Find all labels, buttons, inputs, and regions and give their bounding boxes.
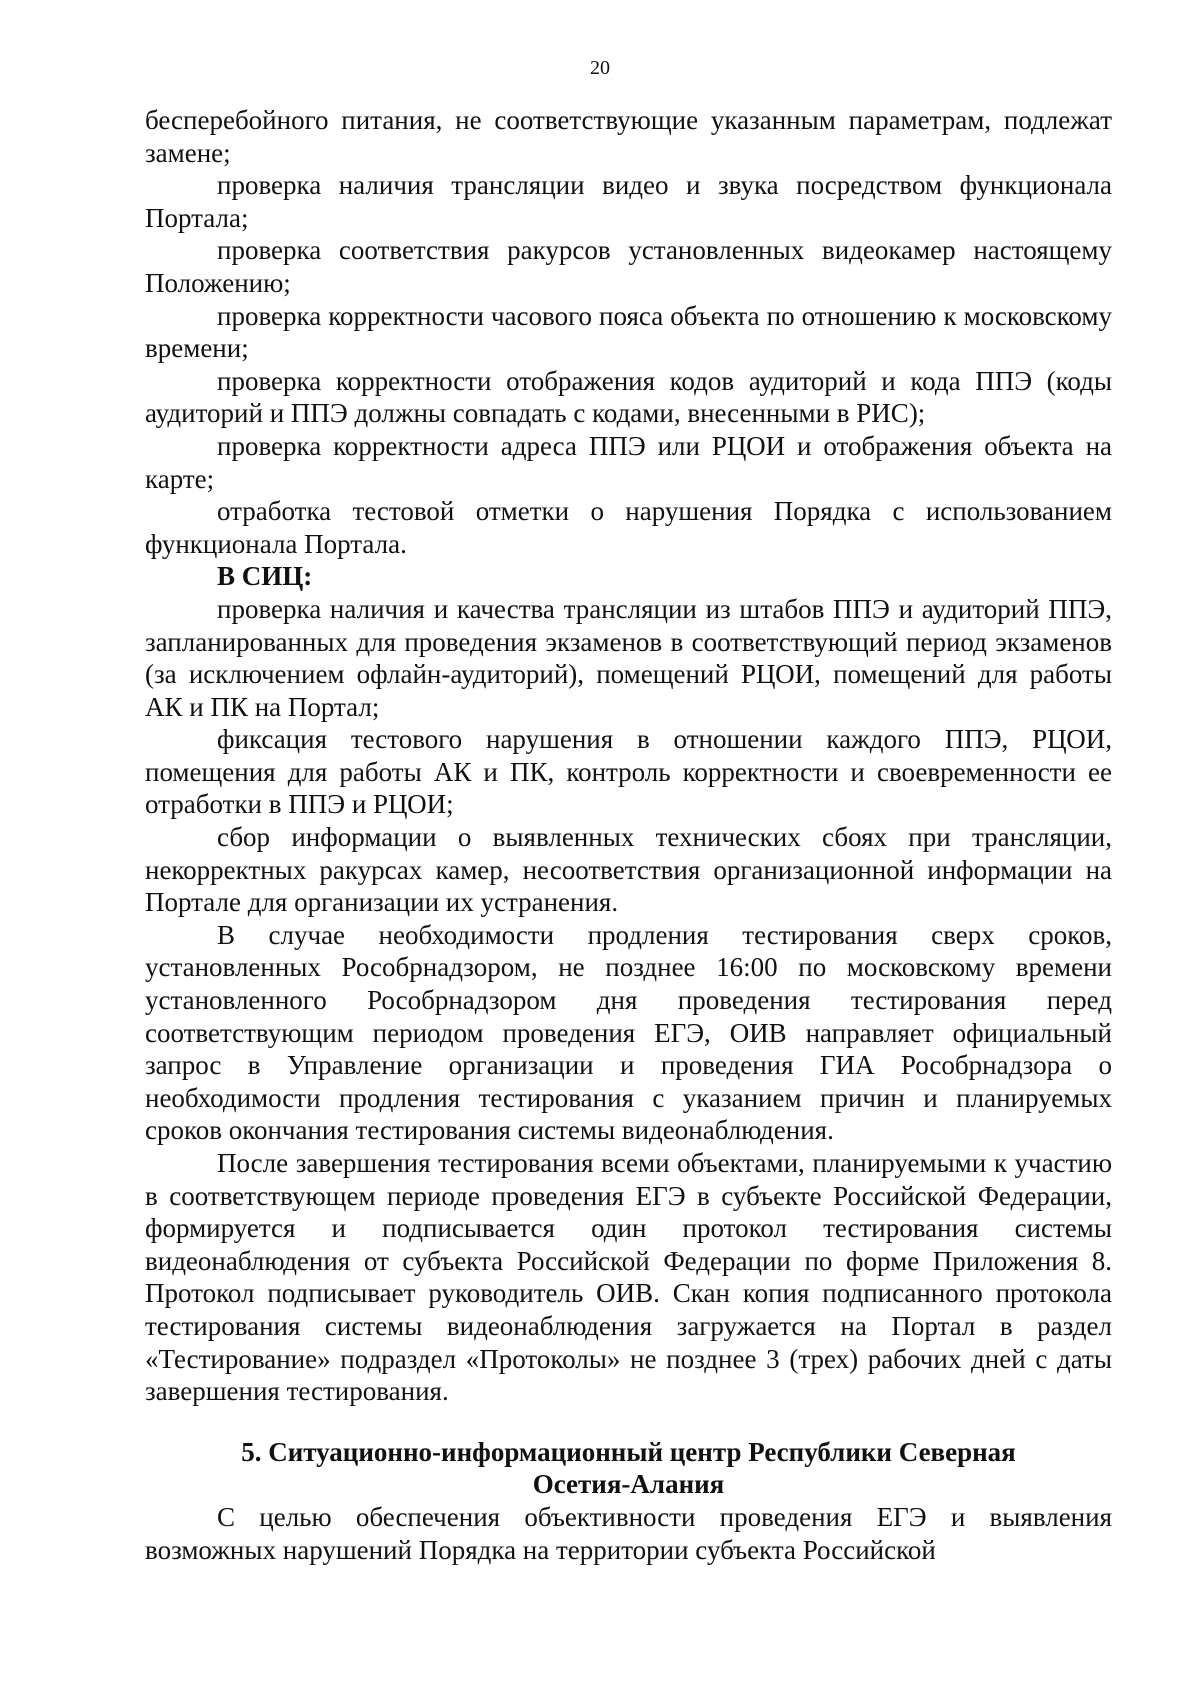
subheading-sic: В СИЦ: — [217, 561, 313, 592]
list-item-video-audio-check: проверка наличия трансляции видео и звука посредством функционала Портала; — [145, 170, 1112, 233]
section-heading-line-1: 5. Ситуационно-информационный центр Республики Северная — [241, 1436, 1016, 1467]
paragraph-testing-extension: В случае необходимости продления тестирования сверх сроков, установленных Рособрнадзором, не позднее 16:00 по московскому времени установленного Рособрнадзором дня проведения тестирования перед соответствующим периодом проведения ЕГЭ, ОИВ направляет официальный запрос в Управление организации и проведения ГИА Рособрнадзора о необходимости продления тестирования с указанием причин и планируемых сроков окончания тестирования системы видеонаблюдения. — [145, 919, 1112, 1146]
list-item-failure-info-collection: сбор информации о выявленных технических сбоях при трансляции, некорректных ракурсах камер, несоответствия организационной информации на Портале для организации их устранения. — [145, 822, 1112, 918]
list-item-broadcast-quality-check: проверка наличия и качества трансляции из штабов ППЭ и аудиторий ППЭ, запланированных для проведения экзаменов в соответствующий период экзаменов (за исключением офлайн-аудиторий), помещений РЦОИ, помещений для работы АК и ПК на Портал; — [145, 593, 1112, 722]
list-item-camera-angles-check: проверка соответствия ракурсов установленных видеокамер настоящему Положению; — [145, 235, 1112, 298]
list-item-test-violation-mark: отработка тестовой отметки о нарушения Порядка с использованием функционала Портала. — [145, 496, 1112, 559]
section-heading — [145, 1436, 1112, 1501]
document-body — [145, 104, 1112, 1566]
list-item-room-codes-check: проверка корректности отображения кодов аудиторий и кода ППЭ (коды аудиторий и ППЭ должны совпадать с кодами, внесенными в РИС); — [145, 365, 1112, 429]
page-number: 20 — [590, 57, 610, 79]
section-heading-line-2: Осетия-Алания — [532, 1469, 725, 1500]
list-item-timezone-check: проверка корректности часового пояса объекта по отношению к московскому времени; — [145, 300, 1112, 364]
list-item-address-map-check: проверка корректности адреса ППЭ или РЦОИ и отображения объекта на карте; — [145, 430, 1112, 494]
section-intro-paragraph: С целью обеспечения объективности проведения ЕГЭ и выявления возможных нарушений Порядка на территории субъекта Российской — [145, 1501, 1112, 1565]
paragraph-continuation: бесперебойного питания, не соответствующие указанным параметрам, подлежат замене; — [145, 105, 1112, 168]
paragraph-testing-protocol: После завершения тестирования всеми объектами, планируемыми к участию в соответствующем периоде проведения ЕГЭ в субъекте Российской Федерации, формируется и подписывается один протокол тестирования системы видеонаблюдения от субъекта Российской Федерации по форме Приложения 8. Протокол подписывает руководитель ОИВ. Скан копия подписанного протокола тестирования системы видеонаблюдения загружается на Портал в раздел «Тестирование» подраздел «Протоколы» не позднее 3 (трех) рабочих дней с даты завершения тестирования. — [145, 1148, 1112, 1407]
list-item-test-violation-fixation: фиксация тестового нарушения в отношении каждого ППЭ, РЦОИ, помещения для работы АК и ПК, контроль корректности и своевременности ее отработки в ППЭ и РЦОИ; — [145, 724, 1112, 820]
